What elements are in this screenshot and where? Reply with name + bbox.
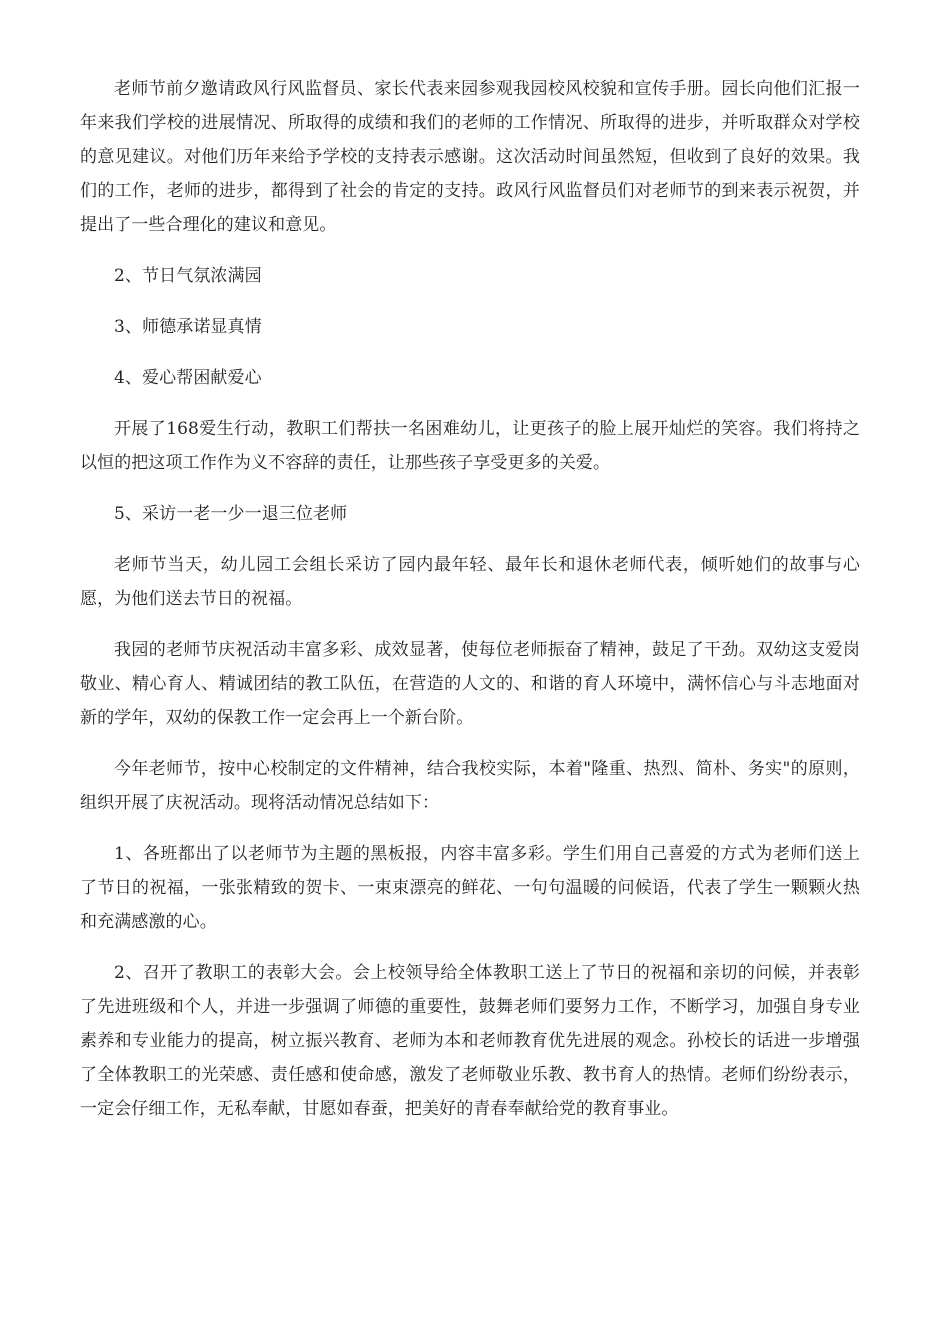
paragraph-intro-this-year: 今年老师节，按中心校制定的文件精神，结合我校实际，本着"隆重、热烈、简朴、务实"的原则，组织开展了庆祝活动。现将活动情况总结如下：	[80, 759, 860, 813]
item-heading-interview: 5、采访一老一少一退三位老师	[114, 504, 348, 524]
paragraph-item-blackboard: 1、各班都出了以老师节为主题的黑板报，内容丰富多彩。学生们用自己喜爱的方式为老师们送上了节日的祝福，一张张精致的贺卡、一束束漂亮的鲜花、一句句温暖的问候语，代表了学生一颗颗火热和充满感激的心。	[80, 844, 860, 932]
paragraph-item-commendation: 2、召开了教职工的表彰大会。会上校领导给全体教职工送上了节日的祝福和亲切的问候，并表彰了先进班级和个人，并进一步强调了师德的重要性，鼓舞老师们要努力工作，不断学习，加强自身专业素养和专业能力的提高，树立振兴教育、老师为本和老师教育优先进展的观念。孙校长的话进一步增强了全体教职工的光荣感、责任感和使命感，激发了老师敬业乐教、教书育人的热情。老师们纷纷表示，一定会仔细工作，无私奉献，甘愿如春蚕，把美好的青春奉献给党的教育事业。	[80, 963, 860, 1119]
paragraph-conclusion: 我园的老师节庆祝活动丰富多彩、成效显著，使每位老师振奋了精神，鼓足了干劲。双幼这支爱岗敬业、精心育人、精诚团结的教工队伍，在营造的人文的、和谐的育人环境中，满怀信心与斗志地面对新的学年，双幼的保教工作一定会再上一个新台阶。	[80, 640, 860, 728]
document-page	[80, 72, 860, 1143]
item-heading-festival-atmosphere: 2、节日气氛浓满园	[114, 266, 262, 286]
item-heading-caring-help: 4、爱心帮困献爱心	[114, 368, 262, 388]
item-heading-teacher-ethics: 3、师德承诺显真情	[114, 317, 262, 337]
paragraph-interview: 老师节当天，幼儿园工会组长采访了园内最年轻、最年长和退休老师代表，倾听她们的故事与心愿，为他们送去节日的祝福。	[80, 555, 860, 609]
paragraph-care-action: 开展了168爱生行动，教职工们帮扶一名困难幼儿，让更孩子的脸上展开灿烂的笑容。我们将持之以恒的把这项工作作为义不容辞的责任，让那些孩子享受更多的关爱。	[80, 419, 860, 473]
paragraph-visit-summary: 老师节前夕邀请政风行风监督员、家长代表来园参观我园校风校貌和宣传手册。园长向他们汇报一年来我们学校的进展情况、所取得的成绩和我们的老师的工作情况、所取得的进步，并听取群众对学校的意见建议。对他们历年来给予学校的支持表示感谢。这次活动时间虽然短，但收到了良好的效果。我们的工作，老师的进步，都得到了社会的肯定的支持。政风行风监督员们对老师节的到来表示祝贺，并提出了一些合理化的建议和意见。	[80, 79, 860, 235]
